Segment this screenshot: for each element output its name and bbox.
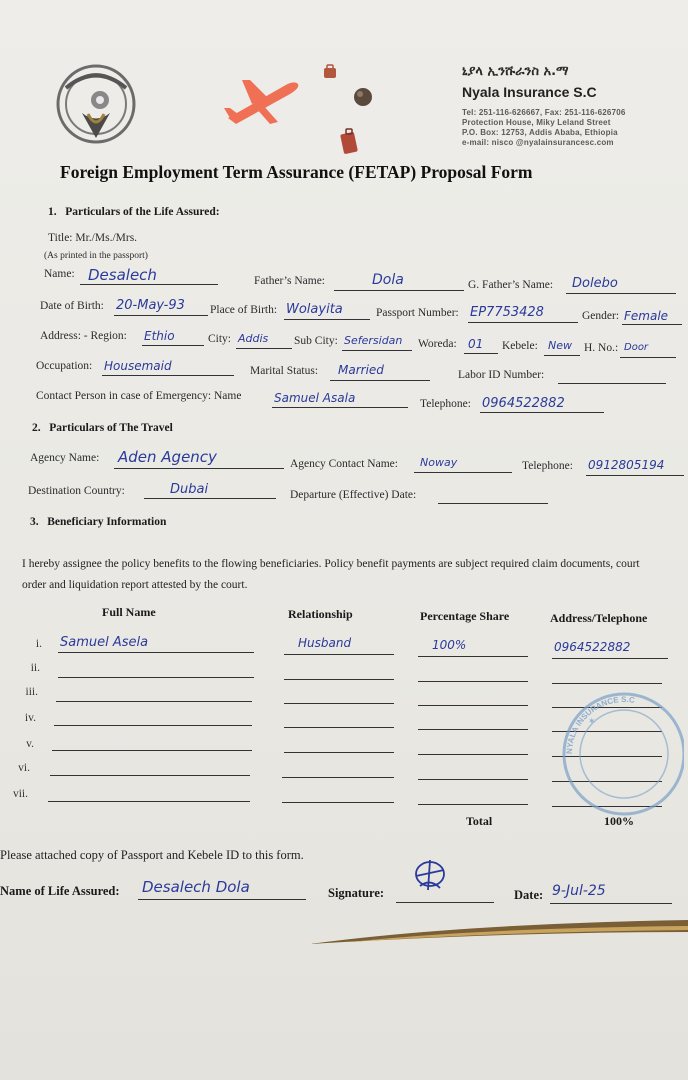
svg-text:✶: ✶ <box>588 716 596 726</box>
passport-value[interactable]: EP7753428 <box>470 305 544 320</box>
beneficiary-share-1[interactable]: 100% <box>432 638 467 652</box>
life-assured-name-line <box>138 899 306 900</box>
airplane-icon <box>222 74 302 130</box>
beneficiary-address-1[interactable]: 0964522882 <box>554 640 631 654</box>
kebele-line <box>544 355 580 356</box>
city-line <box>236 348 292 349</box>
hno-value[interactable]: Door <box>624 342 649 353</box>
father-name-line <box>334 290 464 291</box>
pob-label: Place of Birth: <box>210 304 278 316</box>
agency-contact-value[interactable]: Noway <box>420 456 458 469</box>
marital-label: Marital Status: <box>250 365 319 377</box>
father-name-value[interactable]: Dola <box>372 272 404 288</box>
agency-telephone-label: Telephone: <box>522 460 573 472</box>
agency-name-line <box>114 468 284 469</box>
date-line <box>550 903 672 904</box>
emergency-name-value[interactable]: Samuel Asala <box>274 391 356 405</box>
region-line <box>142 345 204 346</box>
emergency-name-line <box>272 407 408 408</box>
svg-text:NYALA INSURANCE S.C: NYALA INSURANCE S.C <box>564 694 636 755</box>
occupation-label: Occupation: <box>36 360 93 372</box>
company-name: Nyala Insurance S.C <box>462 84 597 100</box>
decorative-globe-icon <box>352 86 374 108</box>
life-assured-name-value[interactable]: Desalech Dola <box>142 878 250 896</box>
destination-label: Destination Country: <box>28 485 125 497</box>
hno-label: H. No.: <box>584 342 619 354</box>
emergency-telephone-value[interactable]: 0964522882 <box>482 396 565 411</box>
form-title: Foreign Employment Term Assurance (FETAP) Proposal Form <box>60 162 533 182</box>
row-label: iv. <box>24 712 36 724</box>
row-label: ii. <box>30 662 40 674</box>
laborid-line <box>558 383 666 384</box>
total-label: Total <box>466 814 493 828</box>
company-contact-line: Protection House, Miky Leland Street <box>462 118 611 127</box>
hno-line <box>620 357 676 358</box>
dob-label: Date of Birth: <box>40 300 104 312</box>
agency-contact-line <box>414 472 512 473</box>
name-label: Name: <box>44 268 75 280</box>
footer-swoosh <box>310 906 688 946</box>
col-relationship: Relationship <box>288 607 353 621</box>
date-label: Date: <box>514 888 544 902</box>
section1-heading: 1. Particulars of the Life Assured: <box>48 206 220 218</box>
company-contact-line: Tel: 251-116-626667, Fax: 251-116-626706 <box>462 108 626 117</box>
beneficiary-paragraph: I hereby assignee the policy benefits to the flowing beneficiaries. Policy benefit payments are subject required claim documents, court order and liquidation report attested by the court. <box>22 558 640 591</box>
decorative-bag-icon <box>322 64 338 80</box>
pob-value[interactable]: Wolayita <box>286 302 343 317</box>
row-label: i. <box>35 638 42 650</box>
gender-value[interactable]: Female <box>624 309 669 323</box>
subcity-value[interactable]: Sefersidan <box>344 334 403 347</box>
emergency-telephone-label: Telephone: <box>420 398 471 410</box>
agency-name-label: Agency Name: <box>30 452 100 464</box>
company-contact-line: e-mail: nisco @nyalainsurancesc.com <box>462 138 614 147</box>
departure-line <box>438 503 548 504</box>
city-label: City: <box>208 333 232 345</box>
destination-line <box>144 498 276 499</box>
passport-label: Passport Number: <box>376 307 459 319</box>
signature-line <box>396 902 494 903</box>
pob-line <box>284 319 370 320</box>
title-label: Title: Mr./Ms./Mrs. <box>48 232 138 244</box>
signature-label: Signature: <box>328 886 385 900</box>
passport-line <box>468 322 578 323</box>
gfather-name-label: G. Father’s Name: <box>468 279 554 291</box>
region-value[interactable]: Ethio <box>144 329 175 343</box>
section2-heading: 2. Particulars of The Travel <box>32 422 173 434</box>
name-value[interactable]: Desalech <box>88 266 157 284</box>
emergency-label: Contact Person in case of Emergency: Name <box>36 390 242 402</box>
woreda-label: Woreda: <box>418 338 457 350</box>
region-label: Address: - Region: <box>40 330 127 342</box>
name-line <box>80 284 218 285</box>
occupation-value[interactable]: Housemaid <box>104 359 172 373</box>
title-note: (As printed in the passport) <box>44 251 148 261</box>
marital-value[interactable]: Married <box>338 363 384 377</box>
gender-line <box>622 324 682 325</box>
agency-name-value[interactable]: Aden Agency <box>118 448 217 466</box>
dob-line <box>114 315 208 316</box>
attach-note: Please attached copy of Passport and Kebele ID to this form. <box>0 848 304 862</box>
departure-label: Departure (Effective) Date: <box>290 489 417 501</box>
company-contact-line: P.O. Box: 12753, Addis Ababa, Ethiopia <box>462 128 618 137</box>
woreda-value[interactable]: 01 <box>468 337 484 351</box>
date-value[interactable]: 9-Jul-25 <box>552 883 606 899</box>
company-name-amharic: ኒያላ ኢንሹራንስ አ.ማ <box>462 64 569 79</box>
agency-telephone-value[interactable]: 0912805194 <box>588 458 665 472</box>
city-value[interactable]: Addis <box>238 332 269 345</box>
life-assured-name-label: Name of Life Assured: <box>0 884 120 898</box>
dob-value[interactable]: 20-May-93 <box>116 298 185 313</box>
row-label: v. <box>26 738 34 750</box>
kebele-value[interactable]: New <box>548 339 572 352</box>
handwritten-signature[interactable] <box>406 856 454 900</box>
subcity-label: Sub City: <box>294 335 338 347</box>
gfather-name-value[interactable]: Dolebo <box>572 276 618 291</box>
section3-heading: 3. Beneficiary Information <box>30 516 167 528</box>
father-name-label: Father’s Name: <box>254 275 326 287</box>
emergency-telephone-line <box>480 412 604 413</box>
col-full-name: Full Name <box>102 605 156 619</box>
gfather-name-line <box>566 293 676 294</box>
agency-telephone-line <box>586 475 684 476</box>
gender-label: Gender: <box>582 310 620 322</box>
marital-line <box>330 380 430 381</box>
agency-contact-label: Agency Contact Name: <box>290 458 398 470</box>
company-stamp <box>548 680 684 828</box>
decorative-suitcase-icon <box>340 128 358 154</box>
subcity-line <box>342 350 412 351</box>
col-address-telephone: Address/Telephone <box>550 611 648 625</box>
col-percentage-share: Percentage Share <box>420 609 510 623</box>
row-label: vii. <box>12 788 28 800</box>
occupation-line <box>102 375 234 376</box>
total-value: 100% <box>604 814 634 828</box>
row-label: vi. <box>18 762 30 774</box>
laborid-label: Labor ID Number: <box>458 369 545 381</box>
beneficiary-name-1[interactable]: Samuel Asela <box>60 635 149 650</box>
woreda-line <box>464 353 498 354</box>
row-label: iii. <box>25 686 38 698</box>
beneficiary-relationship-1[interactable]: Husband <box>298 636 352 650</box>
destination-value[interactable]: Dubai <box>170 482 209 497</box>
kebele-label: Kebele: <box>502 340 538 352</box>
company-logo <box>52 58 152 148</box>
